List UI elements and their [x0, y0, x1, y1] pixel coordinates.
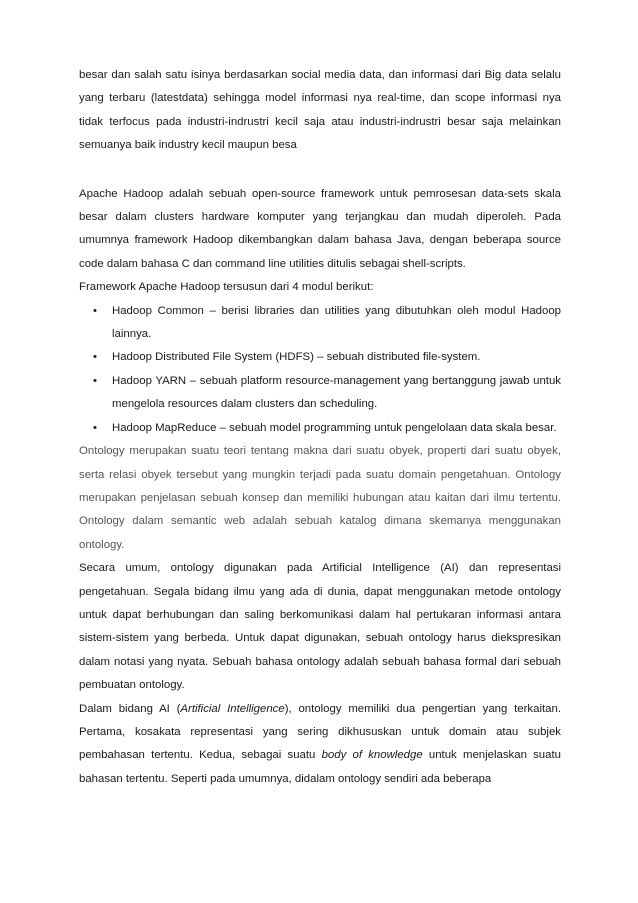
list-item: [79, 370, 561, 417]
list-item: [79, 300, 561, 347]
list-item-text: Hadoop Distributed File System (HDFS) – sebuah distributed file-system.: [112, 351, 481, 364]
bullet-icon: •: [93, 304, 97, 317]
italic-term: Artificial Intelligence: [180, 702, 285, 715]
bullet-icon: •: [93, 351, 97, 364]
document-page: [79, 64, 561, 791]
list-item-text: Hadoop MapReduce – sebuah model programming untuk pengelolaan data skala besar.: [112, 421, 557, 434]
hadoop-modules-list: [79, 300, 561, 440]
italic-term: body of knowledge: [321, 749, 423, 762]
paragraph-text: ), ontology memiliki dua pengertian yang terkaitan. Pertama, kosakata representasi yang sering dikhususkan untuk domain atau subjek pembahasan tertentu. Kedua, sebagai suatu: [79, 702, 561, 762]
paragraph-text: Dalam bidang AI (: [79, 702, 181, 715]
bullet-icon: •: [93, 374, 97, 387]
paragraph-spacer: [79, 158, 561, 183]
paragraph-hadoop-intro: Apache Hadoop adalah sebuah open-source framework untuk pemrosesan data-sets skala besar dalam clusters hardware komputer yang terjangkau dan mudah diperoleh. Pada umumnya framework Hadoop dikembangkan dalam bahasa Java, dengan beberapa source code dalam bahasa C dan command line utilities ditulis sebagai shell-scripts.: [79, 187, 561, 270]
list-item: [79, 346, 561, 369]
paragraph-ontology-usage: Secara umum, ontology digunakan pada Artificial Intelligence (AI) dan representasi pengetahuan. Segala bidang ilmu yang ada di dunia, dapat menggunakan metode ontology untuk dapat berhubungan dan saling berkomunikasi dalam hal pertukaran informasi antara sistem-sistem yang berbeda. Untuk dapat digunakan, sebuah ontology harus diekspresikan dalam notasi yang nyata. Sebuah bahasa ontology adalah sebuah bahasa formal dari sebuah pembuatan ontology.: [79, 562, 561, 692]
list-item-text: Hadoop YARN – sebuah platform resource-management yang bertanggung jawab untuk mengelola resources dalam clusters dan scheduling.: [112, 374, 561, 411]
paragraph-ontology-ai: [79, 698, 561, 792]
paragraph-ontology-definition: Ontology merupakan suatu teori tentang makna dari suatu obyek, properti dari suatu obyek, serta relasi obyek tersebut yang mungkin terjadi pada suatu domain pengetahuan. Ontology merupakan penjelasan sebuah konsep dan memiliki hubungan atau kaitan dari ilmu tertentu. Ontology dalam semantic web adalah sebuah katalog dimana skemanya menggunakan ontology.: [79, 445, 561, 551]
list-item: [79, 417, 561, 440]
list-item-text: Hadoop Common – berisi libraries dan utilities yang dibutuhkan oleh modul Hadoop lainnya.: [112, 304, 561, 341]
paragraph-hadoop-modules-intro: Framework Apache Hadoop tersusun dari 4 modul berikut:: [79, 281, 374, 294]
paragraph-text: untuk menjelaskan suatu bahasan tertentu. Seperti pada umumnya, didalam ontology sendiri ada beberapa: [79, 749, 561, 785]
bullet-icon: •: [93, 421, 97, 434]
paragraph-big-data: besar dan salah satu isinya berdasarkan social media data, dan informasi dari Big data selalu yang terbaru (latestdata) sehingga model informasi nya real-time, dan scope informasi nya tidak terfocus pada industri-indrustri kecil saja atau industri-indrustri besar saja melainkan semuanya baik industry kecil maupun besa: [79, 69, 561, 152]
